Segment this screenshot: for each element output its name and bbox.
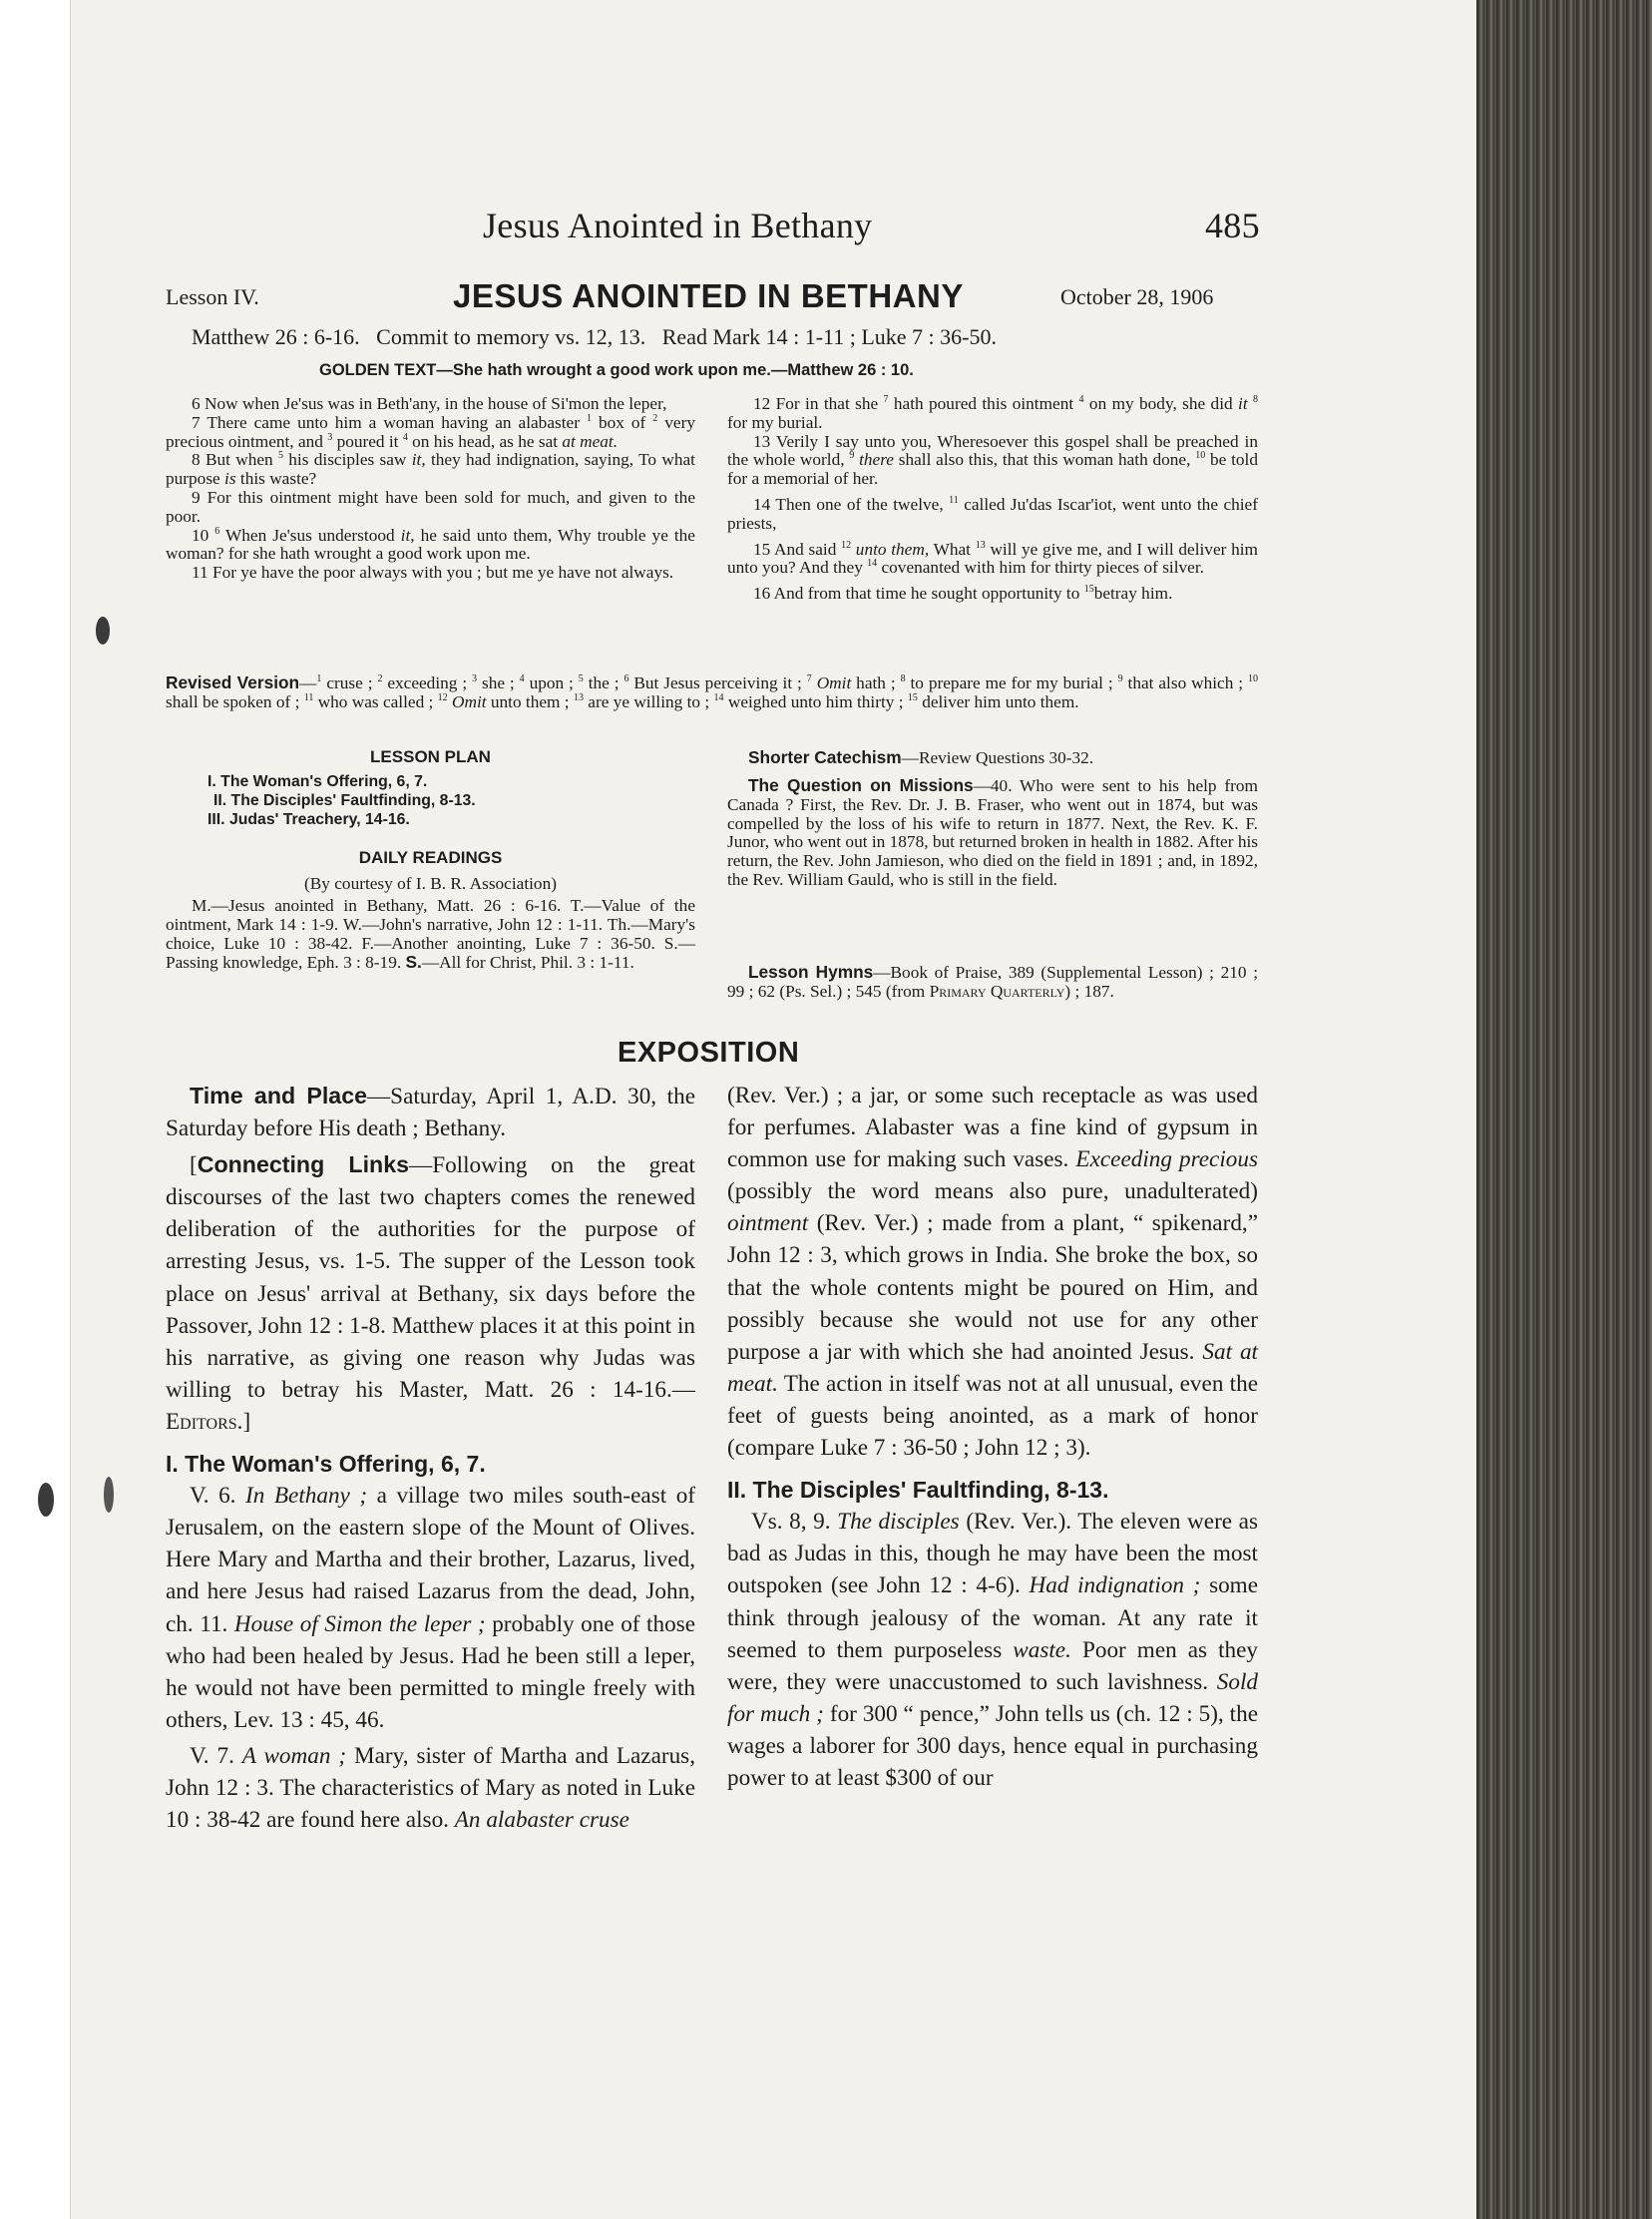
verse: 8 But when $^5$ his disciples saw it, they had indignation, saying, To what purpose is this waste? — [166, 450, 695, 489]
lesson-plan-item: III. Judas' Treachery, 14-16. — [207, 810, 410, 828]
verse: 10 $^6$ When Je'sus understood it, he said unto them, Why trouble ye the woman? for she hath wrought a good work upon me. — [166, 525, 695, 564]
lesson-plan-list — [207, 773, 476, 829]
daily-readings-text: M.—Jesus anointed in Bethany, Matt. 26 : 6-16. T.—Value of the ointment, Mark 14 : 1-9. W.—John's narrative, John 12 : 1-11. Th.—Mary's choice, Luke 10 : 38-42. F.—Another anointing, Luke 7 : 36-50. S.—Passing knowledge, Eph. 3 : 8-19. S.—All for Christ, Phil. 3 : 1-11. — [166, 896, 695, 973]
verse: 9 For this ointment might have been sold for much, and given to the poor. — [166, 487, 695, 526]
section-heading: I. The Woman's Offering, 6, 7. — [166, 1451, 486, 1478]
verse: 14 Then one of the twelve, $^{11}$ called Ju'das Iscar'iot, went unto the chief priests, — [727, 494, 1258, 533]
lesson-scripture: Matthew 26 : 6-16. Commit to memory vs. 12, 13. Read Mark 14 : 1-11 ; Luke 7 : 36-50. — [192, 324, 997, 349]
revised-version-note: Revised Version—$^1$ cruse ; $^2$ exceeding ; $^3$ she ; $^4$ upon ; $^5$ the ; $^6$ But Jesus perceiving it ; $^7$ Omit hath ; $^8$ to prepare me for my burial ; $^9$ that also which ; $^{10}$ shall be spoken of ; $^{11}$ who was called ; $^{12}$ Omit unto them ; $^{13}$ are ye willing to ; $^{14}$ weighed unto him thirty ; $^{15}$ deliver him unto them. — [166, 672, 1258, 711]
verse: 7 There came unto him a woman having an alabaster $^1$ box of $^2$ very precious ointment, and $^3$ poured it $^4$ on his head, as he sat at meat. — [166, 412, 695, 451]
book-page-edges — [1476, 0, 1652, 2219]
lesson-plan-item: II. The Disciples' Faultfinding, 8-13. — [213, 791, 476, 809]
question-on-missions: The Question on Missions—40. Who were sent to his help from Canada ? First, the Rev. Dr. J. B. Fraser, who went out in 1874, but was compelled by the loss of his wife to return in 1877. Next, the Rev. K. F. Junor, who went out in 1878, but returned broken in health in 1882. After his return, the Rev. John Jamieson, who died on the field in 1891 ; and, in 1892, the Rev. William Gauld, who is still in the field. — [727, 775, 1258, 889]
exposition-right-column: (Rev. Ver.) ; a jar, or some such receptacle as was used for perfumes. Alabaster was a fine kind of gypsum in common use for making such vases. Exceeding precious (possibly the word means also pure, unadulterated) ointment (Rev. Ver.) ; made from a plant, “ spikenard,” John 12 : 3, which grows in India. She broke the box, so that the whole contents might be poured on Him, and possibly because she would not use for any other purpose a jar with which she had anointed Jesus. Sat at meat. The action in itself was not at all unusual, even the feet of guests being anointed, as a mark of honor (compare Luke 7 : 36-50 ; John 12 ; 3). II. The Disciples' Faultfinding, 8-13. Vs. 8, 9. The disciples (Rev. Ver.). The eleven were as bad as Judas in this, though he may have been the most outspoken (see John 12 : 4-6). Had indignation ; some think through jealousy of the woman. At any rate it seemed to them purposeless waste. Poor men as they were, they were unaccustomed to such lavishness. Sold for much ; for 300 “ pence,” John tells us (ch. 12 : 5), the wages a laborer for 300 days, hence equal in purchasing power to at least $300 of our — [727, 1083, 1259, 1791]
lesson-plan-heading: LESSON PLAN — [370, 747, 491, 766]
verse: 6 Now when Je'sus was in Beth'any, in the house of Si'mon the leper, — [192, 394, 667, 413]
daily-readings-courtesy: (By courtesy of I. B. R. Association) — [304, 874, 557, 893]
section-heading: II. The Disciples' Faultfinding, 8-13. — [727, 1477, 1109, 1504]
lesson-date: October 28, 1906 — [1060, 284, 1214, 309]
binding-hole — [38, 1483, 54, 1517]
scripture-left-column — [166, 395, 695, 583]
lesson-number: Lesson IV. — [166, 284, 259, 309]
golden-text: GOLDEN TEXT—She hath wrought a good work upon me.—Matthew 26 : 10. — [319, 361, 914, 379]
verse: 13 Verily I say unto you, Wheresoever this gospel shall be preached in the whole world, $^9$ there shall also this, that this woman hath done, $^{10}$ be told for a memorial of her. — [727, 431, 1258, 489]
verse: 12 For in that she $^7$ hath poured this ointment $^4$ on my body, she did it $^8$ for my burial. — [727, 394, 1258, 432]
verse: 11 For ye have the poor always with you ; but me ye have not always. — [192, 563, 674, 583]
verse: 16 And from that time he sought opportunity to $^{15}$betray him. — [753, 584, 1173, 604]
running-title: Jesus Anointed in Bethany — [483, 206, 873, 245]
exposition-heading: EXPOSITION — [618, 1037, 800, 1069]
lesson-hymns: Lesson Hymns—Book of Praise, 389 (Supplemental Lesson) ; 210 ; 99 ; 62 (Ps. Sel.) ; 545 (from Primary Quarterly) ; 187. — [727, 962, 1258, 1001]
binding-hole — [104, 1477, 114, 1513]
shorter-catechism: Shorter Catechism—Review Questions 30-32. — [748, 747, 1094, 767]
exposition-left-column: Time and Place—Saturday, April 1, A.D. 30, the Saturday before His death ; Bethany. [Connecting Links—Following on the great discourses of the last two chapters comes the renewed deliberation of the authorities for the purpose of arresting Jesus, vs. 1-5. The supper of the Lesson took place on Jesus' arrival at Bethany, six days before the Passover, John 12 : 1-8. Matthew places it at this point in his narrative, as giving one reason why Judas was willing to betray his Master, Matt. 26 : 14-16.—Editors.] I. The Woman's Offering, 6, 7. V. 6. In Bethany ; a village two miles south-east of Jerusalem, on the eastern slope of the Mount of Olives. Here Mary and Martha and their brother, Lazarus, lived, and here Jesus had raised Lazarus from the dead, John, ch. 11. House of Simon the leper ; probably one of those who had been healed by Jesus. Had he been still a leper, he would not have been permitted to mingle freely with others, Lev. 13 : 45, 46. V. 7. A woman ; Mary, sister of Martha and Lazarus, John 12 : 3. The characteristics of Mary as noted in Luke 10 : 38-42 are found here also. An alabaster cruse — [166, 1083, 696, 1834]
page-number: 485 — [1205, 206, 1260, 245]
verse: 15 And said $^{12}$ unto them, What $^{13}$ will ye give me, and I will deliver him unto you? And they $^{14}$ covenanted with him for thirty pieces of silver. — [727, 539, 1258, 578]
daily-readings-heading: DAILY READINGS — [358, 848, 503, 867]
scripture-right-column — [727, 395, 1258, 604]
lesson-title: JESUS ANOINTED IN BETHANY — [453, 277, 964, 314]
binding-hole — [96, 617, 110, 645]
lesson-plan-item: I. The Woman's Offering, 6, 7. — [207, 773, 428, 790]
